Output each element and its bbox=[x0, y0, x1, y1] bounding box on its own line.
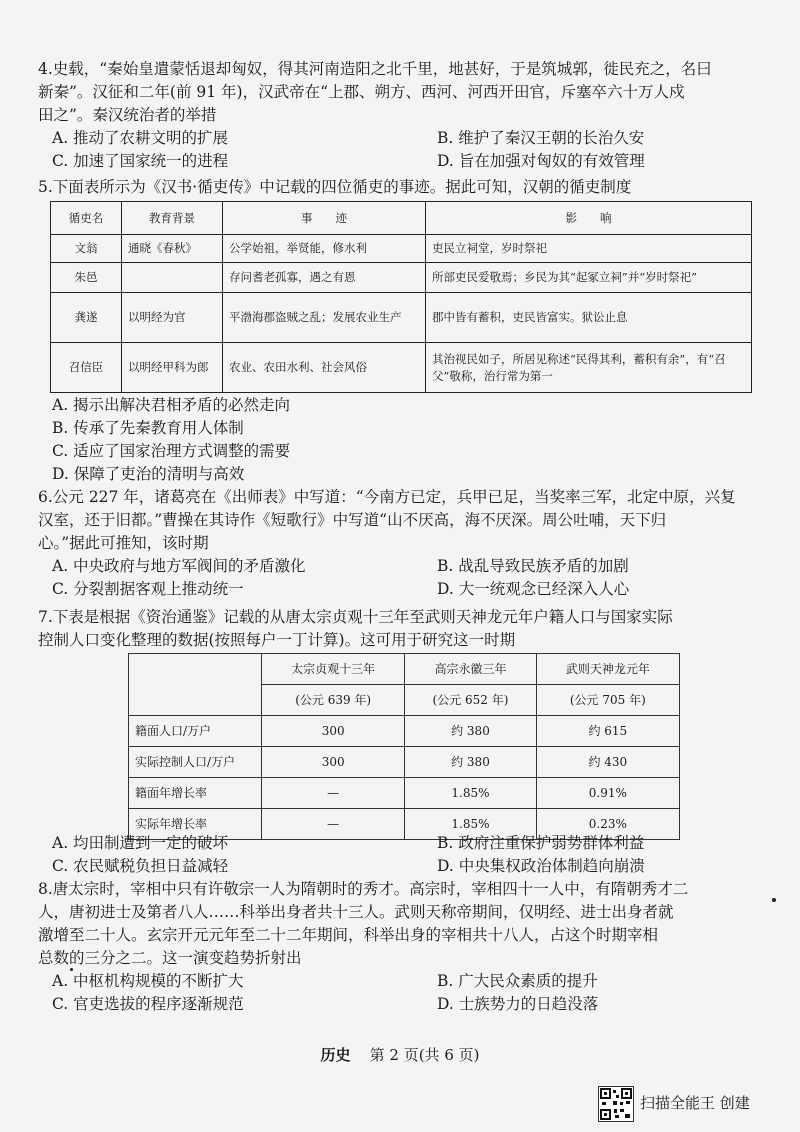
q5-option-a[interactable]: A. 揭示出解决君相矛盾的必然走向 bbox=[52, 396, 291, 414]
table-cell: 召信臣 bbox=[51, 343, 122, 393]
q7-option-d[interactable]: D. 中央集权政治体制趋向崩溃 bbox=[437, 857, 645, 875]
q4-option-d[interactable]: D. 旨在加强对匈奴的有效管理 bbox=[437, 152, 645, 170]
table-cell: 文翁 bbox=[51, 235, 122, 263]
table-header-cell: 事 迹 bbox=[223, 202, 426, 235]
q7-option-b[interactable]: B. 政府注重保护弱势群体利益 bbox=[437, 834, 645, 852]
ink-dot bbox=[70, 968, 73, 971]
q7-stem-line: 7.下表是根据《资治通鉴》记载的从唐太宗贞观十三年至武则天神龙元年户籍人口与国家实际 bbox=[38, 608, 673, 626]
table-cell: 农业、农田水利、社会风俗 bbox=[223, 343, 426, 393]
table-header-cell: (公元 652 年) bbox=[405, 685, 536, 716]
q4-options-row bbox=[38, 127, 768, 150]
table-header-row bbox=[129, 654, 680, 685]
question-4 bbox=[38, 58, 768, 173]
q8-stem-line: 8.唐太宗时，宰相中只有许敬宗一人为隋朝时的秀才。高宗时，宰相四十一人中，有隋朝秀才二 bbox=[38, 880, 689, 898]
table-cell: 约 430 bbox=[536, 747, 679, 778]
q8-stem-line: 总数的三分之二。这一演变趋势折射出 bbox=[38, 949, 302, 967]
q7-options-row bbox=[38, 855, 768, 878]
table-cell: — bbox=[262, 778, 405, 809]
table-cell: 平渤海郡盗贼之乱；发展农业生产 bbox=[223, 293, 426, 343]
q7-stem-line: 控制人口变化整理的数据(按照每户一丁计算)。这可用于研究这一时期 bbox=[38, 631, 516, 649]
table-row bbox=[51, 235, 752, 263]
table-cell: 1.85% bbox=[405, 809, 536, 840]
table-cell: 300 bbox=[262, 747, 405, 778]
table-header-row bbox=[51, 202, 752, 235]
table-row bbox=[51, 293, 752, 343]
question-7-stem bbox=[38, 606, 768, 652]
q8-option-a[interactable]: A. 中枢机构规模的不断扩大 bbox=[52, 972, 244, 990]
q5-option-d[interactable]: D. 保障了吏治的清明与高效 bbox=[52, 465, 245, 483]
q5-table bbox=[50, 201, 752, 393]
q6-option-c[interactable]: C. 分裂割据客观上推动统一 bbox=[52, 580, 244, 598]
table-cell: 以明经甲科为郎 bbox=[122, 343, 223, 393]
q6-stem-line: 心。”据此可推知，该时期 bbox=[38, 534, 209, 552]
q6-stem-line: 汉室，还于旧都。”曹操在其诗作《短歌行》中写道“山不厌高，海不厌深。周公吐哺，天下归 bbox=[38, 511, 667, 529]
table-cell: 朱邑 bbox=[51, 263, 122, 293]
table-cell: — bbox=[262, 809, 405, 840]
table-cell: 以明经为官 bbox=[122, 293, 223, 343]
table-cell: 郡中皆有蓄积，吏民皆富实。狱讼止息 bbox=[426, 293, 752, 343]
table-row bbox=[129, 778, 680, 809]
table-cell: 其治视民如子，所居见称述“民得其利，蓄积有余”，有“召父”敬称，治行常为第一 bbox=[426, 343, 752, 393]
q8-options-row bbox=[38, 993, 768, 1016]
question-5-options bbox=[38, 394, 768, 486]
table-header-cell: (公元 705 年) bbox=[536, 685, 679, 716]
q8-option-b[interactable]: B. 广大民众素质的提升 bbox=[437, 972, 598, 990]
q8-option-c[interactable]: C. 官吏选拔的程序逐渐规范 bbox=[52, 995, 244, 1013]
table-row bbox=[129, 716, 680, 747]
row-label: 实际年增长率 bbox=[129, 809, 262, 840]
question-7-options bbox=[38, 832, 768, 878]
q4-stem-line: 4.史载，“秦始皇遣蒙恬退却匈奴，得其河南造阳之北千里，地甚好，于是筑城郭，徙民充之，名曰 bbox=[38, 60, 712, 78]
q4-options-row bbox=[38, 150, 768, 173]
table-cell: 通晓《春秋》 bbox=[122, 235, 223, 263]
q4-stem-line: 新秦”。汉征和二年(前 91 年)，汉武帝在“上郡、朔方、西河、河西开田官，斥塞卒六十万人戍 bbox=[38, 83, 685, 101]
q8-options-row bbox=[38, 970, 768, 993]
table-cell: 吏民立祠堂，岁时祭祀 bbox=[426, 235, 752, 263]
q7-option-c[interactable]: C. 农民赋税负担日益减轻 bbox=[52, 857, 229, 875]
row-label: 籍面年增长率 bbox=[129, 778, 262, 809]
table-header-cell: 教育背景 bbox=[122, 202, 223, 235]
table-cell bbox=[122, 263, 223, 293]
table-header-cell: 太宗贞观十三年 bbox=[262, 654, 405, 685]
question-6 bbox=[38, 486, 768, 601]
q6-option-b[interactable]: B. 战乱导致民族矛盾的加剧 bbox=[437, 557, 629, 575]
q8-stem-line: 激增至二十人。玄宗开元元年至二十二年期间，科举出身的宰相共十八人，占这个时期宰相 bbox=[38, 926, 659, 944]
q5-option-c[interactable]: C. 适应了国家治理方式调整的需要 bbox=[52, 442, 291, 460]
table-cell: 约 380 bbox=[405, 747, 536, 778]
qr-code-icon bbox=[598, 1086, 634, 1122]
q8-option-d[interactable]: D. 士族势力的日趋没落 bbox=[437, 995, 599, 1013]
q8-stem-line: 人，唐初进士及第者八人……科举出身者共十三人。武则天称帝期间，仅明经、进士出身者就 bbox=[38, 903, 674, 921]
table-corner-cell bbox=[129, 654, 262, 716]
table-row bbox=[129, 747, 680, 778]
table-cell: 所部吏民爱敬焉；乡民为其“起冢立祠”并“岁时祭祀” bbox=[426, 263, 752, 293]
table-cell: 龚遂 bbox=[51, 293, 122, 343]
table-cell: 约 615 bbox=[536, 716, 679, 747]
row-label: 实际控制人口/万户 bbox=[129, 747, 262, 778]
page-footer bbox=[0, 1044, 800, 1065]
table-cell: 0.23% bbox=[536, 809, 679, 840]
q6-options-row bbox=[38, 578, 768, 601]
q6-option-a[interactable]: A. 中央政府与地方军阀间的矛盾激化 bbox=[52, 557, 306, 575]
question-8 bbox=[38, 878, 768, 1016]
table-header-cell: 循吏名 bbox=[51, 202, 122, 235]
scanner-watermark: 扫描全能王 创建 bbox=[640, 1094, 750, 1112]
table-header-cell: (公元 639 年) bbox=[262, 685, 405, 716]
row-label: 籍面人口/万户 bbox=[129, 716, 262, 747]
table-cell: 公学始祖，举贤能，修水利 bbox=[223, 235, 426, 263]
q7-table bbox=[128, 653, 680, 840]
table-header-cell: 影 响 bbox=[426, 202, 752, 235]
table-cell: 存问耆老孤寡，遇之有恩 bbox=[223, 263, 426, 293]
table-cell: 约 380 bbox=[405, 716, 536, 747]
footer-page-number: 第 2 页(共 6 页) bbox=[369, 1046, 480, 1064]
q7-option-a[interactable]: A. 均田制遭到一定的破坏 bbox=[52, 834, 229, 852]
table-row bbox=[51, 263, 752, 293]
table-header-cell: 高宗永徽三年 bbox=[405, 654, 536, 685]
q6-stem-line: 6.公元 227 年，诸葛亮在《出师表》中写道：“今南方已定，兵甲已足，当奖率三军，北定中原，兴复 bbox=[38, 488, 736, 506]
q4-option-b[interactable]: B. 维护了秦汉王朝的长治久安 bbox=[437, 129, 645, 147]
q6-options-row bbox=[38, 555, 768, 578]
q4-option-a[interactable]: A. 推动了农耕文明的扩展 bbox=[52, 129, 229, 147]
question-5-stem: 5.下面表所示为《汉书·循吏传》中记载的四位循吏的事迹。据此可知，汉朝的循吏制度 bbox=[38, 178, 632, 196]
footer-subject: 历史 bbox=[320, 1046, 351, 1064]
table-row bbox=[51, 343, 752, 393]
ink-dot bbox=[772, 898, 776, 902]
table-header-cell: 武则天神龙元年 bbox=[536, 654, 679, 685]
table-cell: 300 bbox=[262, 716, 405, 747]
q4-stem-line: 田之”。秦汉统治者的举措 bbox=[38, 106, 217, 124]
table-cell: 0.91% bbox=[536, 778, 679, 809]
table-cell: 1.85% bbox=[405, 778, 536, 809]
q6-option-d[interactable]: D. 大一统观念已经深入人心 bbox=[437, 580, 630, 598]
q7-options-row bbox=[38, 832, 768, 855]
q5-option-b[interactable]: B. 传承了先秦教育用人体制 bbox=[52, 419, 244, 437]
q4-option-c[interactable]: C. 加速了国家统一的进程 bbox=[52, 152, 229, 170]
